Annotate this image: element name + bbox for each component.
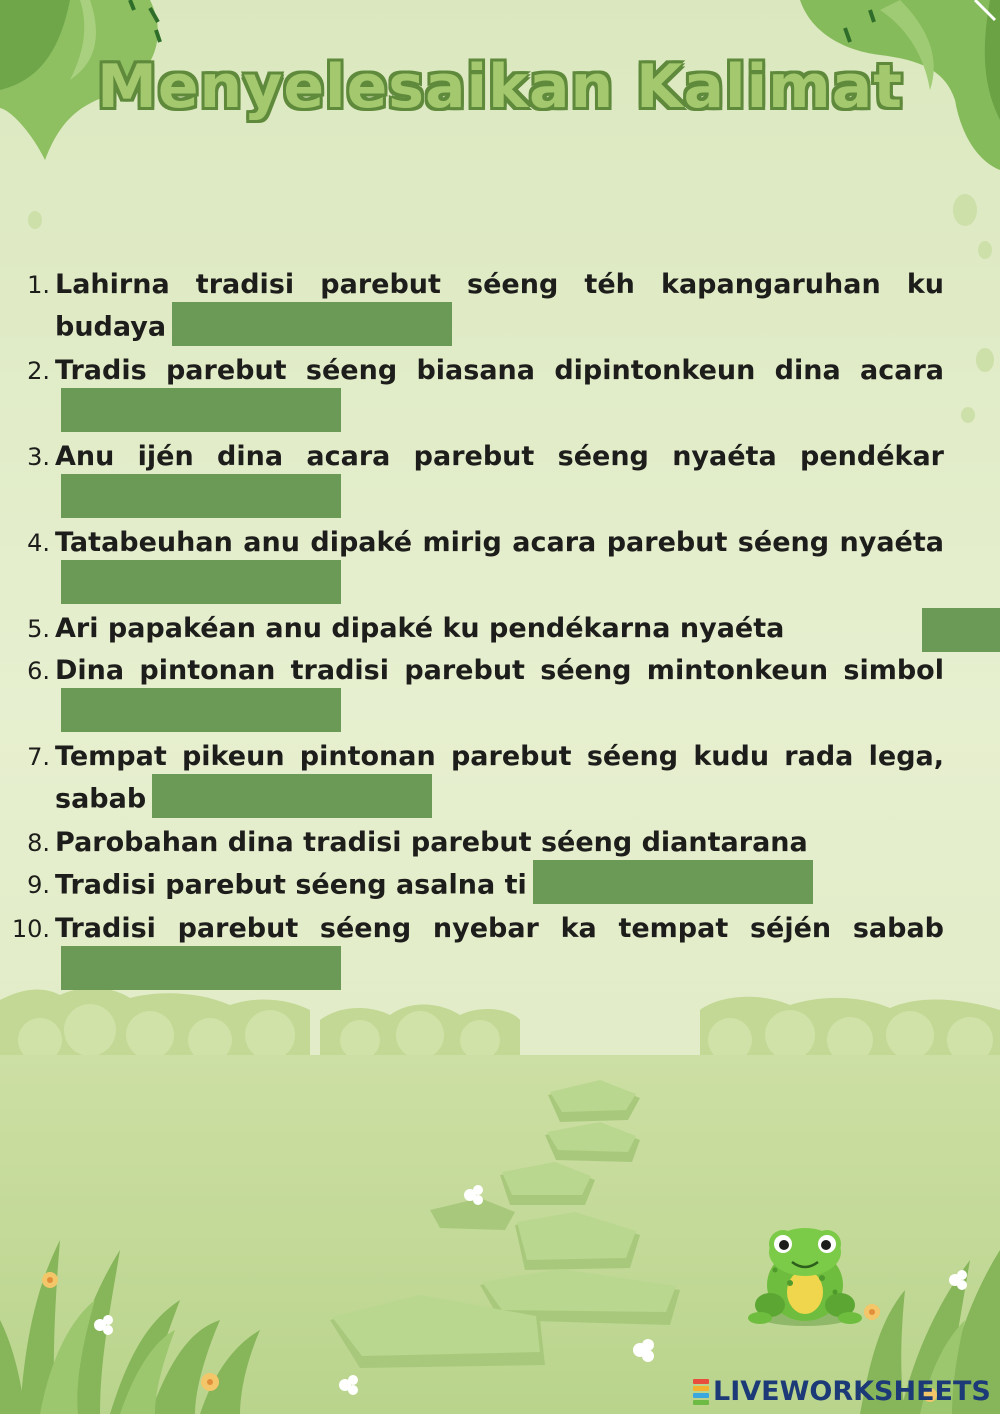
question-text: Ari papakéan anu dipaké ku pendékarna nyaéta [55, 613, 785, 644]
question-text: Tatabeuhan anu dipaké mirig acara parebut séeng nyaéta [55, 527, 944, 558]
answer-blank-9[interactable] [533, 860, 813, 904]
question-number: 10. [11, 915, 50, 943]
question-7 [0, 736, 1000, 822]
question-number: 4. [27, 529, 50, 557]
question-4 [0, 522, 1000, 608]
question-text: Dina pintonan tradisi parebut séeng mintonkeun simbol [55, 655, 944, 686]
answer-blank-6[interactable] [61, 688, 341, 732]
question-list [0, 264, 1000, 994]
question-number: 5. [27, 615, 50, 643]
question-3 [0, 436, 1000, 522]
question-text: Parobahan dina tradisi parebut séeng diantarana [55, 827, 808, 858]
question-text: Tempat pikeun pintonan parebut séeng kudu rada lega, sabab [55, 741, 944, 815]
question-number: 3. [27, 443, 50, 471]
answer-blank-2[interactable] [61, 388, 341, 432]
logo-icon [693, 1379, 709, 1405]
question-8 [0, 822, 1000, 864]
answer-blank-5[interactable] [922, 608, 1000, 652]
question-text: Anu ijén dina acara parebut séeng nyaéta pendékar [55, 441, 944, 472]
answer-blank-7[interactable] [152, 774, 432, 818]
question-number: 6. [27, 657, 50, 685]
page-title: Menyelesaikan Kalimat [97, 52, 903, 122]
answer-blank-10[interactable] [61, 946, 341, 990]
question-9 [0, 864, 1000, 908]
question-number: 1. [27, 271, 50, 299]
answer-blank-3[interactable] [61, 474, 341, 518]
question-number: 8. [27, 829, 50, 857]
question-1 [0, 264, 1000, 350]
answer-blank-1[interactable] [172, 302, 452, 346]
question-5 [0, 608, 1000, 650]
question-number: 7. [27, 743, 50, 771]
question-2 [0, 350, 1000, 436]
question-number: 2. [27, 357, 50, 385]
question-text: Tradisi parebut séeng nyebar ka tempat séjén sabab [55, 913, 944, 944]
answer-blank-4[interactable] [61, 560, 341, 604]
logo-text: LIVEWORKSHEETS [713, 1376, 991, 1407]
question-text: Lahirna tradisi parebut séeng téh kapangaruhan ku budaya [55, 269, 944, 343]
question-6 [0, 650, 1000, 736]
question-text: Tradisi parebut séeng asalna ti [55, 869, 527, 901]
question-10 [0, 908, 1000, 994]
liveworksheets-logo[interactable] [693, 1376, 991, 1407]
question-text: Tradis parebut séeng biasana dipintonkeun dina acara [55, 355, 944, 386]
question-number: 9. [27, 871, 50, 899]
